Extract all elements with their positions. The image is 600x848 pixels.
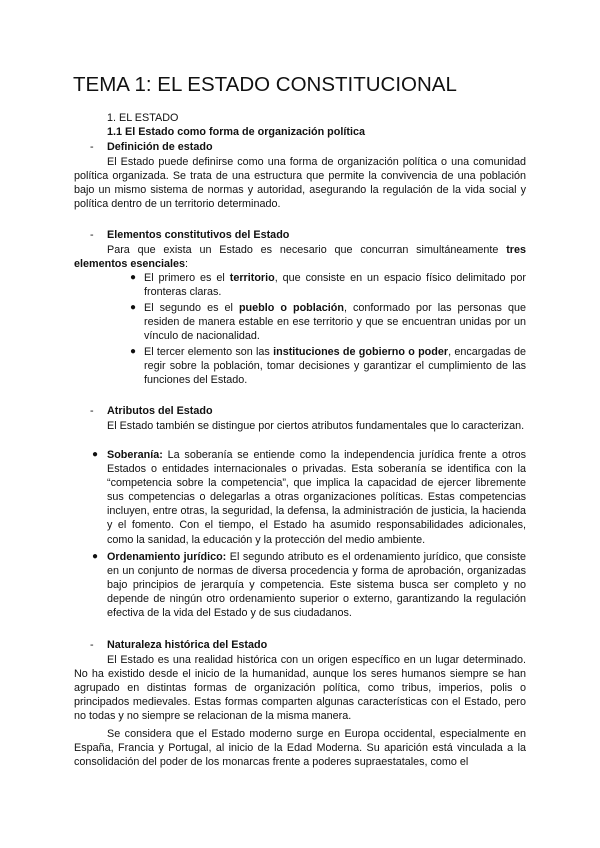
dash-marker: - — [90, 141, 94, 153]
elemento-territorio: El primero es el territorio, que consiste en un espacio físico delimitado por fronteras claras. — [144, 272, 526, 299]
section-heading: 1. EL ESTADO — [107, 112, 179, 124]
bullet-icon: ● — [130, 272, 137, 283]
atributo-ordenamiento: Ordenamiento jurídico: El segundo atributo es el ordenamiento jurídico, que consiste en un conjunto de normas de diversa procedencia y forma de aprobación, organizadas bajo principios de jerarquía y competencia. Este sistema busca ser completo y no depende de ningún otro ordenamiento superior o externo, garantizando la regulación efectiva de la vida del Estado y de sus ciudadanos. — [107, 551, 527, 620]
atributos-heading: Atributos del Estado — [107, 405, 213, 417]
atributo-soberania: Soberanía: La soberanía se entiende como la independencia jurídica frente a otros Estados o entidades internacionales o privadas. Esta soberanía se identifica con la “competencia sobre la competencia”, que implica la capacidad de ejercer libremente sus competencias o delegarlas a otras organizaciones políticas. Estas competencias incluyen, entre otras, la seguridad, la defensa, la administración de justicia, la hacienda y el fomento. Con el tiempo, el Estado ha asumido responsabilidades adicionales, como la sanidad, la educación y la protección del medio ambiente. — [107, 449, 526, 546]
atributos-intro: El Estado también se distingue por ciertos atributos fundamentales que lo caracterizan. — [107, 420, 525, 432]
page-title: TEMA 1: EL ESTADO CONSTITUCIONAL — [73, 73, 457, 96]
naturaleza-paragraph-2: Se considera que el Estado moderno surge en Europa occidental, especialmente en España, Francia y Portugal, al inicio de la Edad Moderna. Su aparición está vinculada a la consolidación del poder de los monarcas frente a poderes supraestatales, como el — [74, 728, 526, 769]
elementos-heading: Elementos constitutivos del Estado — [107, 229, 290, 241]
dash-marker: - — [90, 639, 94, 651]
definicion-text: El Estado puede definirse como una forma de organización política o una comunidad política organizada. Se trata de una estructura que permite la convivencia de una población bajo un mismo sistema de normas y autoridad, asegurando la regulación de la vida social y política dentro de un territorio determinado. — [74, 156, 526, 211]
bullet-icon: ● — [130, 302, 137, 313]
elemento-poblacion: El segundo es el pueblo o población, conformado por las personas que residen de manera estable en ese territorio y que se encuentran unidas por un vínculo de nacionalidad. — [144, 302, 526, 343]
naturaleza-heading: Naturaleza histórica del Estado — [107, 639, 268, 651]
dash-marker: - — [90, 229, 94, 241]
definicion-heading: Definición de estado — [107, 141, 213, 153]
bullet-icon: ● — [92, 551, 99, 562]
bullet-icon: ● — [130, 346, 137, 357]
dash-marker: - — [90, 405, 94, 417]
elemento-instituciones: El tercer elemento son las instituciones de gobierno o poder, encargadas de regir sobre la población, tomar decisiones y garantizar el cumplimiento de las funciones del Estado. — [144, 346, 526, 387]
bullet-icon: ● — [92, 449, 99, 460]
subsection-heading: 1.1 El Estado como forma de organización política — [107, 126, 365, 138]
naturaleza-paragraph-1: El Estado es una realidad histórica con un origen específico en un lugar determinado. No ha existido desde el inicio de la humanidad, aunque los seres humanos siempre se han agrupado en distintas formas de organización política, como tribus, imperios, polis o principados medievales. Estas formas comparten algunas características con el Estado, pero no todas y no siempre se relacionan de la misma manera. — [74, 654, 526, 723]
elementos-intro: Para que exista un Estado es necesario que concurran simultáneamente tres elementos esenciales: — [74, 244, 526, 271]
